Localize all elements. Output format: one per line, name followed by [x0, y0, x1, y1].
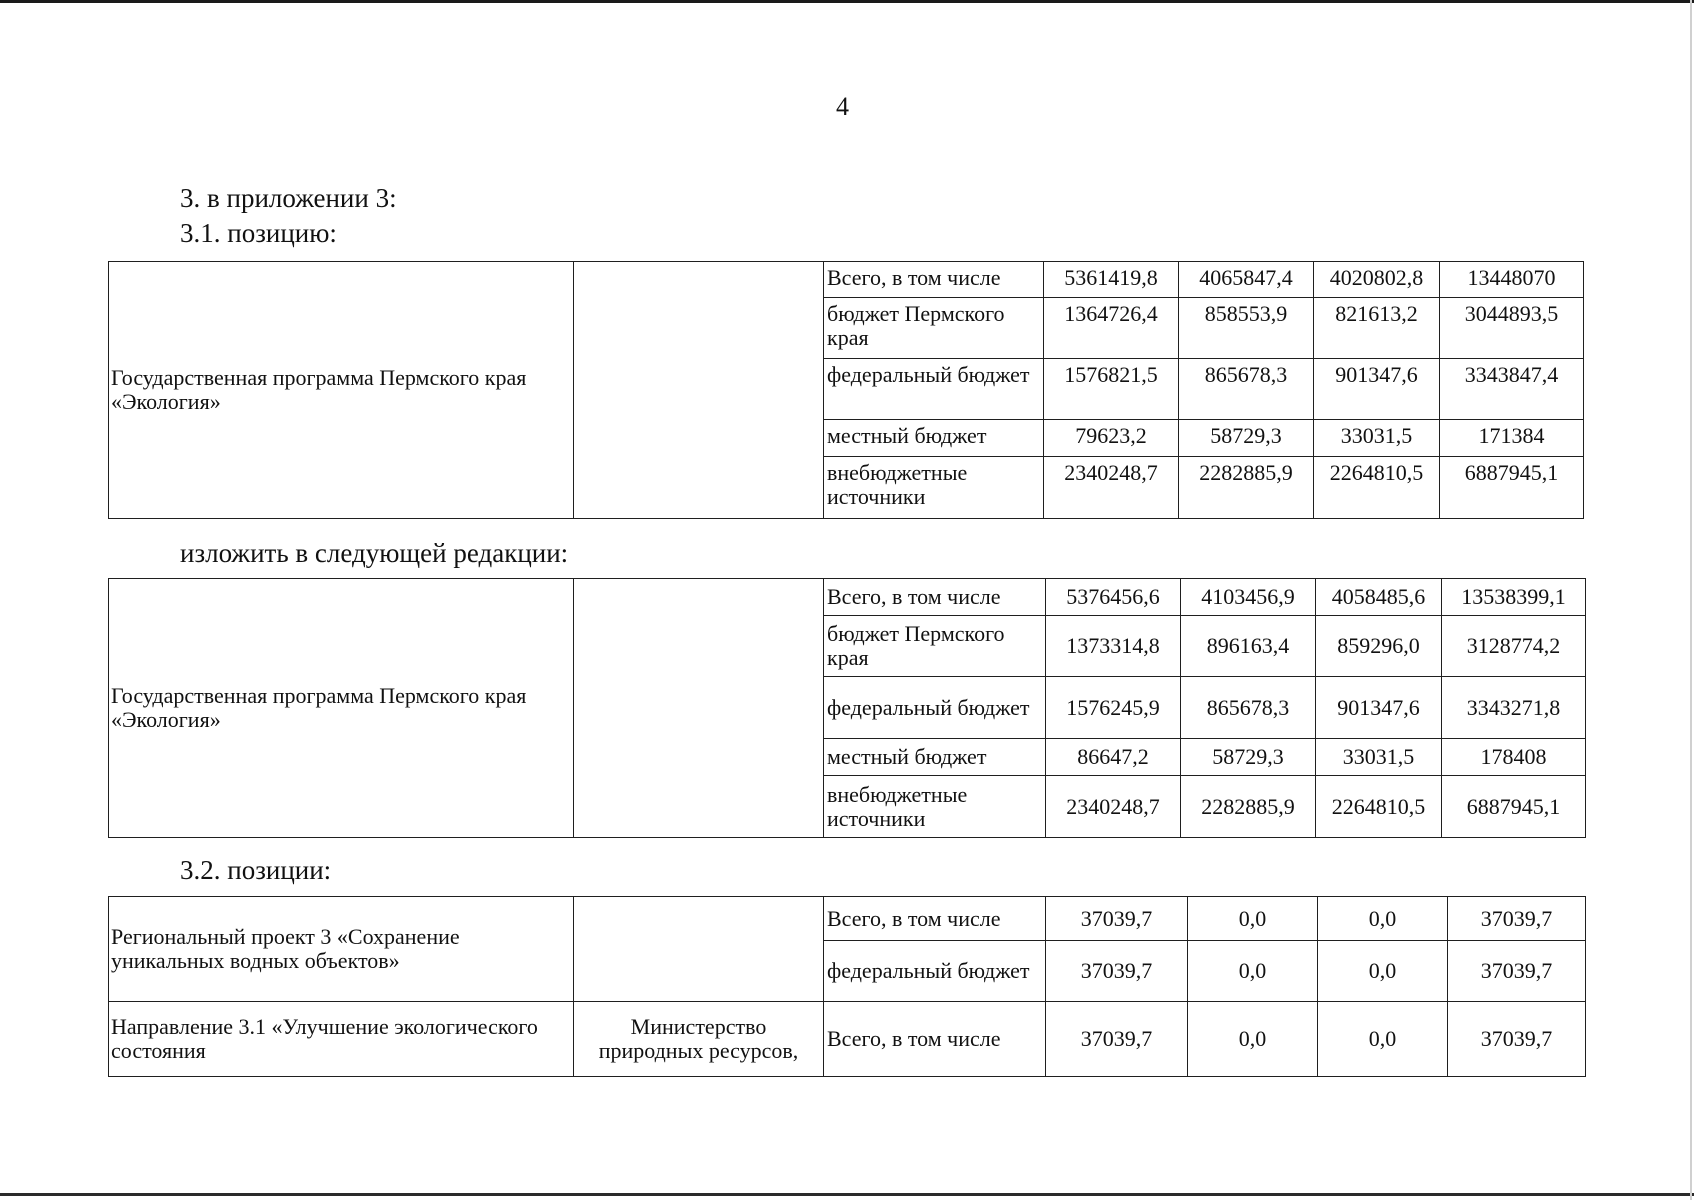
value-cell: 0,0	[1188, 897, 1318, 941]
total-cell: 13448070	[1440, 262, 1584, 298]
value-cell: 0,0	[1188, 941, 1318, 1002]
value-cell: 901347,6	[1316, 677, 1442, 739]
value-cell: 1576245,9	[1046, 677, 1181, 739]
value-cell: 865678,3	[1179, 359, 1314, 420]
funding-source-cell: внебюджетные источники	[824, 776, 1046, 838]
total-cell: 3343847,4	[1440, 359, 1584, 420]
value-cell: 4103456,9	[1181, 579, 1316, 616]
funding-source-cell: бюджет Пермского края	[824, 298, 1044, 359]
table-old-edition	[108, 261, 1584, 519]
value-cell: 2264810,5	[1316, 776, 1442, 838]
value-cell: 859296,0	[1316, 616, 1442, 677]
value-cell: 4058485,6	[1316, 579, 1442, 616]
heading-position: 3.1. позицию:	[180, 218, 337, 248]
total-cell: 3128774,2	[1442, 616, 1586, 677]
value-cell: 858553,9	[1179, 298, 1314, 359]
heading-appendix: 3. в приложении 3:	[180, 183, 397, 213]
value-cell: 37039,7	[1046, 1002, 1188, 1077]
table-positions	[108, 896, 1586, 1077]
direction-responsible-cell: Министерство природных ресурсов,	[574, 1002, 824, 1077]
value-cell: 33031,5	[1316, 739, 1442, 776]
funding-source-cell: Всего, в том числе	[824, 1002, 1046, 1077]
value-cell: 2264810,5	[1314, 457, 1440, 519]
value-cell: 901347,6	[1314, 359, 1440, 420]
total-cell: 6887945,1	[1440, 457, 1584, 519]
value-cell: 33031,5	[1314, 420, 1440, 457]
scan-edge-right	[1690, 0, 1692, 1200]
total-cell: 3044893,5	[1440, 298, 1584, 359]
value-cell: 2282885,9	[1181, 776, 1316, 838]
value-cell: 821613,2	[1314, 298, 1440, 359]
project-name-cell: Региональный проект 3 «Сохранение уникальных водных объектов»	[109, 897, 574, 1002]
total-cell: 37039,7	[1448, 941, 1586, 1002]
value-cell: 1373314,8	[1046, 616, 1181, 677]
total-cell: 3343271,8	[1442, 677, 1586, 739]
funding-source-cell: федеральный бюджет	[824, 941, 1046, 1002]
value-cell: 2340248,7	[1046, 776, 1181, 838]
value-cell: 5376456,6	[1046, 579, 1181, 616]
value-cell: 5361419,8	[1044, 262, 1179, 298]
funding-source-cell: федеральный бюджет	[824, 677, 1046, 739]
funding-source-cell: внебюджетные источники	[824, 457, 1044, 519]
total-cell: 178408	[1442, 739, 1586, 776]
value-cell: 896163,4	[1181, 616, 1316, 677]
funding-source-cell: Всего, в том числе	[824, 579, 1046, 616]
value-cell: 0,0	[1318, 941, 1448, 1002]
funding-source-cell: местный бюджет	[824, 420, 1044, 457]
program-name-cell: Государственная программа Пермского края «Экология»	[109, 579, 574, 838]
value-cell: 37039,7	[1046, 941, 1188, 1002]
scan-edge-top	[0, 0, 1694, 3]
program-name-cell: Государственная программа Пермского края «Экология»	[109, 262, 574, 519]
value-cell: 0,0	[1318, 1002, 1448, 1077]
funding-source-cell: Всего, в том числе	[824, 897, 1046, 941]
value-cell: 0,0	[1188, 1002, 1318, 1077]
total-cell: 37039,7	[1448, 1002, 1586, 1077]
value-cell: 2340248,7	[1044, 457, 1179, 519]
value-cell: 4020802,8	[1314, 262, 1440, 298]
page-number: 4	[836, 92, 849, 121]
table-new-edition	[108, 578, 1586, 838]
value-cell: 86647,2	[1046, 739, 1181, 776]
direction-name-cell: Направление 3.1 «Улучшение экологического состояния	[109, 1002, 574, 1077]
funding-source-cell: бюджет Пермского края	[824, 616, 1046, 677]
value-cell: 79623,2	[1044, 420, 1179, 457]
scan-edge-bottom	[0, 1193, 1694, 1196]
heading-positions: 3.2. позиции:	[180, 855, 332, 885]
total-cell: 6887945,1	[1442, 776, 1586, 838]
funding-source-cell: федеральный бюджет	[824, 359, 1044, 420]
funding-source-cell: Всего, в том числе	[824, 262, 1044, 298]
value-cell: 1576821,5	[1044, 359, 1179, 420]
value-cell: 58729,3	[1181, 739, 1316, 776]
total-cell: 37039,7	[1448, 897, 1586, 941]
total-cell: 171384	[1440, 420, 1584, 457]
heading-new-edition: изложить в следующей редакции:	[180, 538, 569, 568]
value-cell: 1364726,4	[1044, 298, 1179, 359]
responsible-cell	[574, 897, 824, 1002]
responsible-cell	[574, 579, 824, 838]
value-cell: 2282885,9	[1179, 457, 1314, 519]
responsible-cell	[574, 262, 824, 519]
value-cell: 865678,3	[1181, 677, 1316, 739]
value-cell: 4065847,4	[1179, 262, 1314, 298]
value-cell: 58729,3	[1179, 420, 1314, 457]
total-cell: 13538399,1	[1442, 579, 1586, 616]
value-cell: 0,0	[1318, 897, 1448, 941]
value-cell: 37039,7	[1046, 897, 1188, 941]
funding-source-cell: местный бюджет	[824, 739, 1046, 776]
